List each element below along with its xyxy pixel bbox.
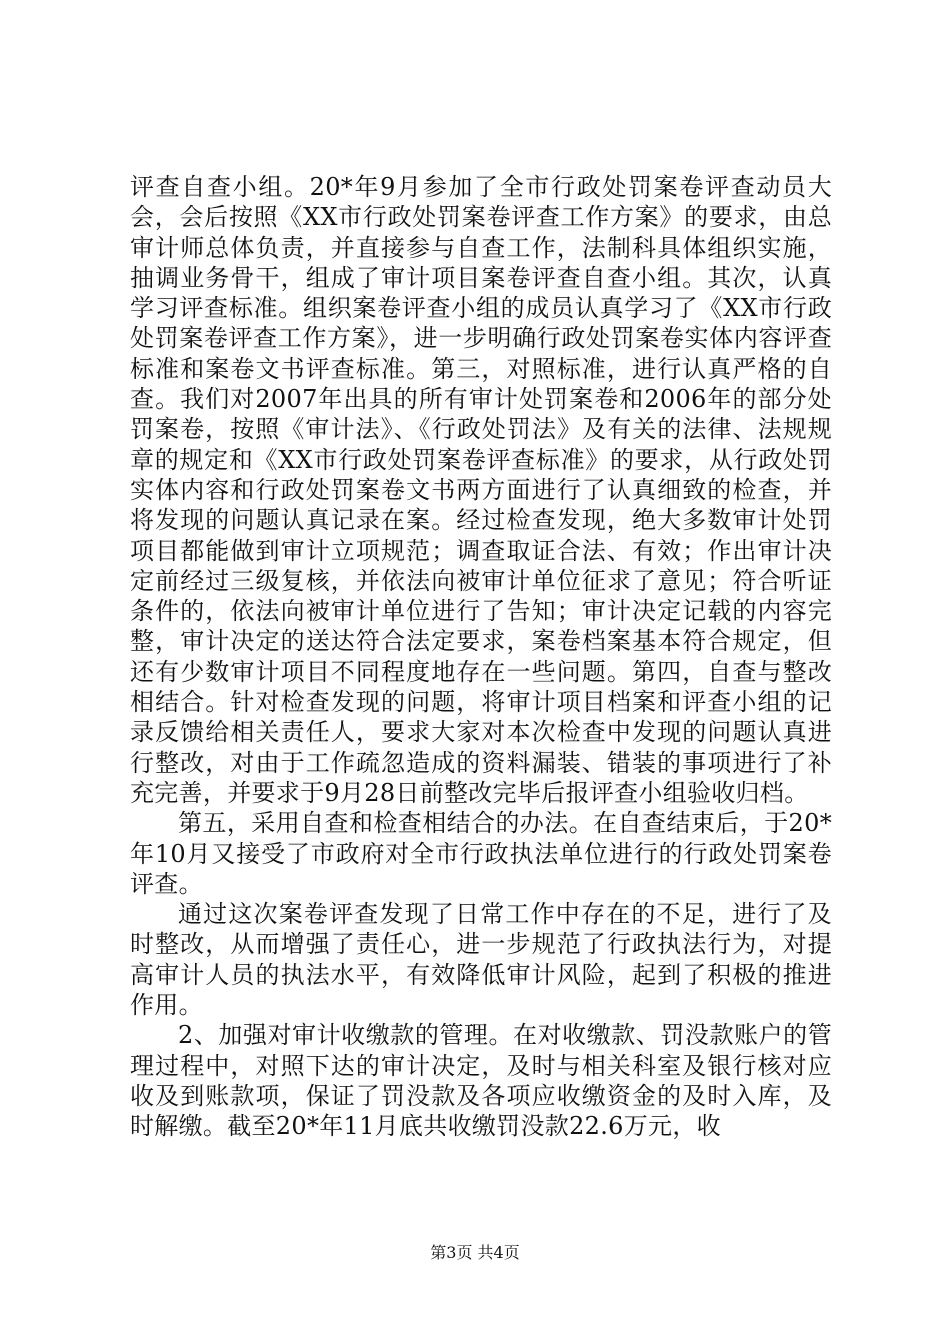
paragraph-fund-management: 2、加强对审计收缴款的管理。在对收缴款、罚没款账户的管理过程中，对照下达的审计决定，及时与相关科室及银行核对应收及到账款项，保证了罚没款及各项应收缴资金的及时入库，及时解缴。截至20*年11月底共收缴罚没款22.6万元，收 [130,1021,832,1141]
paragraph-audit-self-check: 评查自查小组。20*年9月参加了全市行政处罚案卷评查动员大会，会后按照《XX市行政处罚案卷评查工作方案》的要求，由总审计师总体负责，并直接参与自查工作，法制科具体组织实施，抽调业务骨干，组成了审计项目案卷评查自查小组。其次，认真学习评查标准。组织案卷评查小组的成员认真学习了《XX市行政处罚案卷评查工作方案》，进一步明确行政处罚案卷实体内容评查标准和案卷文书评查标准。第三，对照标准，进行认真严格的自查。我们对2007年出具的所有审计处罚案卷和2006年的部分处罚案卷，按照《审计法》、《行政处罚法》及有关的法律、法规规章的规定和《XX市行政处罚案卷评查标准》的要求，从行政处罚实体内容和行政处罚案卷文书两方面进行了认真细致的检查，并将发现的问题认真记录在案。经过检查发现，绝大多数审计处罚项目都能做到审计立项规范；调查取证合法、有效；作出审计决定前经过三级复核，并依法向被审计单位征求了意见；符合听证条件的，依法向被审计单位进行了告知；审计决定记载的内容完整，审计决定的送达符合法定要求，案卷档案基本符合规定，但还有少数审计项目不同程度地存在一些问题。第四，自查与整改相结合。针对检查发现的问题，将审计项目档案和评查小组的记录反馈给相关责任人，要求大家对本次检查中发现的问题认真进行整改，对由于工作疏忽造成的资料漏装、错装的事项进行了补充完善，并要求于9月28日前整改完毕后报评查小组验收归档。 [130,173,832,807]
paragraph-review-outcome: 通过这次案卷评查发现了日常工作中存在的不足，进行了及时整改，从而增强了责任心，进一步规范了行政执法行为，对提高审计人员的执法水平，有效降低审计风险，起到了积极的推进作用。 [130,900,832,1020]
document-body [130,172,832,1142]
paragraph-fifth-point: 第五，采用自查和检查相结合的办法。在自查结束后，于20*年10月又接受了市政府对全市行政执法单位进行的行政处罚案卷评查。 [130,809,832,898]
page-number-footer: 第3页 共4页 [430,1243,520,1262]
